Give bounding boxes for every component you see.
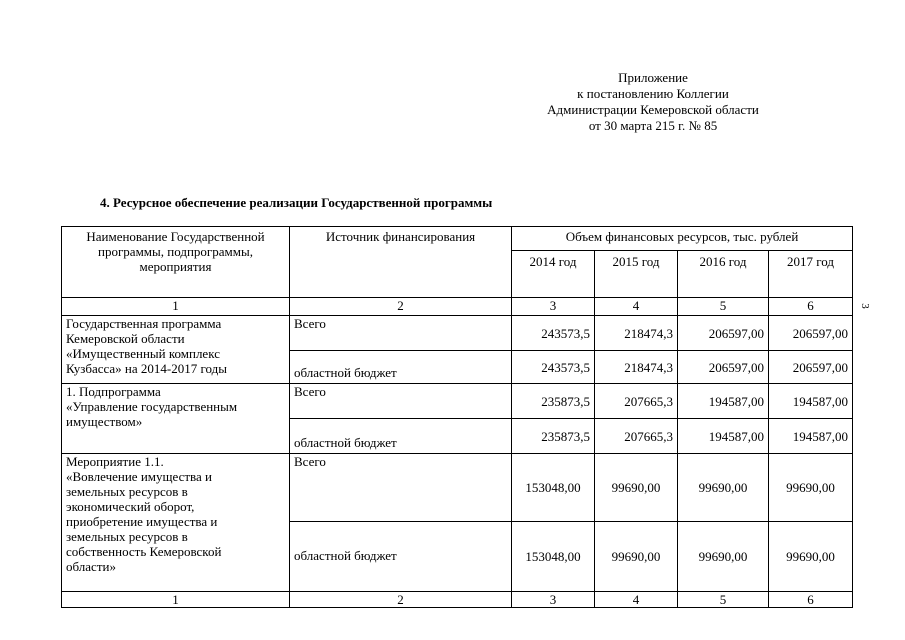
value-cell: 243573,5 (512, 316, 595, 351)
funding-source: областной бюджет (290, 419, 512, 454)
value-cell: 194587,00 (769, 384, 853, 419)
value-cell: 99690,00 (769, 454, 853, 522)
program-name: Государственная программа Кемеровской области «Имущественный комплекс Кузбасса» на 2014-2017 годы (62, 316, 290, 384)
value-cell: 207665,3 (595, 419, 678, 454)
resource-table (61, 226, 853, 608)
appendix-line: Администрации Кемеровской области (547, 102, 759, 117)
funding-source: Всего (290, 384, 512, 419)
header-year: 2016 год (678, 251, 769, 298)
table-row (62, 316, 853, 351)
value-cell: 206597,00 (678, 316, 769, 351)
header-year: 2014 год (512, 251, 595, 298)
value-cell: 206597,00 (769, 351, 853, 384)
table-row (62, 454, 853, 522)
col-number: 1 (62, 592, 290, 608)
col-number: 2 (290, 298, 512, 316)
col-number: 4 (595, 592, 678, 608)
header-year: 2015 год (595, 251, 678, 298)
col-number: 5 (678, 298, 769, 316)
col-number: 1 (62, 298, 290, 316)
value-cell: 99690,00 (595, 522, 678, 592)
header-year: 2017 год (769, 251, 853, 298)
column-numbers-row (62, 592, 853, 608)
value-cell: 218474,3 (595, 351, 678, 384)
value-cell: 207665,3 (595, 384, 678, 419)
funding-source: областной бюджет (290, 522, 512, 592)
funding-source: Всего (290, 454, 512, 522)
col-number: 4 (595, 298, 678, 316)
col-number: 6 (769, 592, 853, 608)
header-name: Наименование Государственной программы, подпрограммы, мероприятия (62, 227, 290, 298)
value-cell: 194587,00 (678, 419, 769, 454)
value-cell: 194587,00 (678, 384, 769, 419)
subprogram-name: 1. Подпрограмма «Управление государственным имуществом» (62, 384, 290, 454)
col-number: 2 (290, 592, 512, 608)
funding-source: областной бюджет (290, 351, 512, 384)
section-heading: 4. Ресурсное обеспечение реализации Государственной программы (100, 195, 493, 210)
table-row (62, 384, 853, 419)
header-source: Источник финансирования (290, 227, 512, 298)
value-cell: 235873,5 (512, 384, 595, 419)
col-number: 3 (512, 298, 595, 316)
header-row (62, 227, 853, 251)
value-cell: 235873,5 (512, 419, 595, 454)
value-cell: 153048,00 (512, 454, 595, 522)
col-number: 5 (678, 592, 769, 608)
value-cell: 206597,00 (678, 351, 769, 384)
col-number: 6 (769, 298, 853, 316)
value-cell: 99690,00 (595, 454, 678, 522)
value-cell: 206597,00 (769, 316, 853, 351)
col-number: 3 (512, 592, 595, 608)
appendix-line: от 30 марта 215 г. № 85 (588, 118, 718, 133)
activity-name: Мероприятие 1.1. «Вовлечение имущества и земельных ресурсов в экономический оборот, приобретение имущества и земельных ресурсов в собственность Кемеровской области» (62, 454, 290, 592)
funding-source: Всего (290, 316, 512, 351)
value-cell: 153048,00 (512, 522, 595, 592)
page-number: 3 (858, 303, 871, 309)
value-cell: 99690,00 (769, 522, 853, 592)
value-cell: 218474,3 (595, 316, 678, 351)
value-cell: 194587,00 (769, 419, 853, 454)
column-numbers-row (62, 298, 853, 316)
value-cell: 99690,00 (678, 522, 769, 592)
header-volume: Объем финансовых ресурсов, тыс. рублей (512, 227, 853, 251)
value-cell: 99690,00 (678, 454, 769, 522)
value-cell: 243573,5 (512, 351, 595, 384)
appendix-line: к постановлению Коллегии (577, 86, 729, 101)
appendix-line: Приложение (618, 70, 688, 85)
appendix-block (488, 70, 818, 134)
